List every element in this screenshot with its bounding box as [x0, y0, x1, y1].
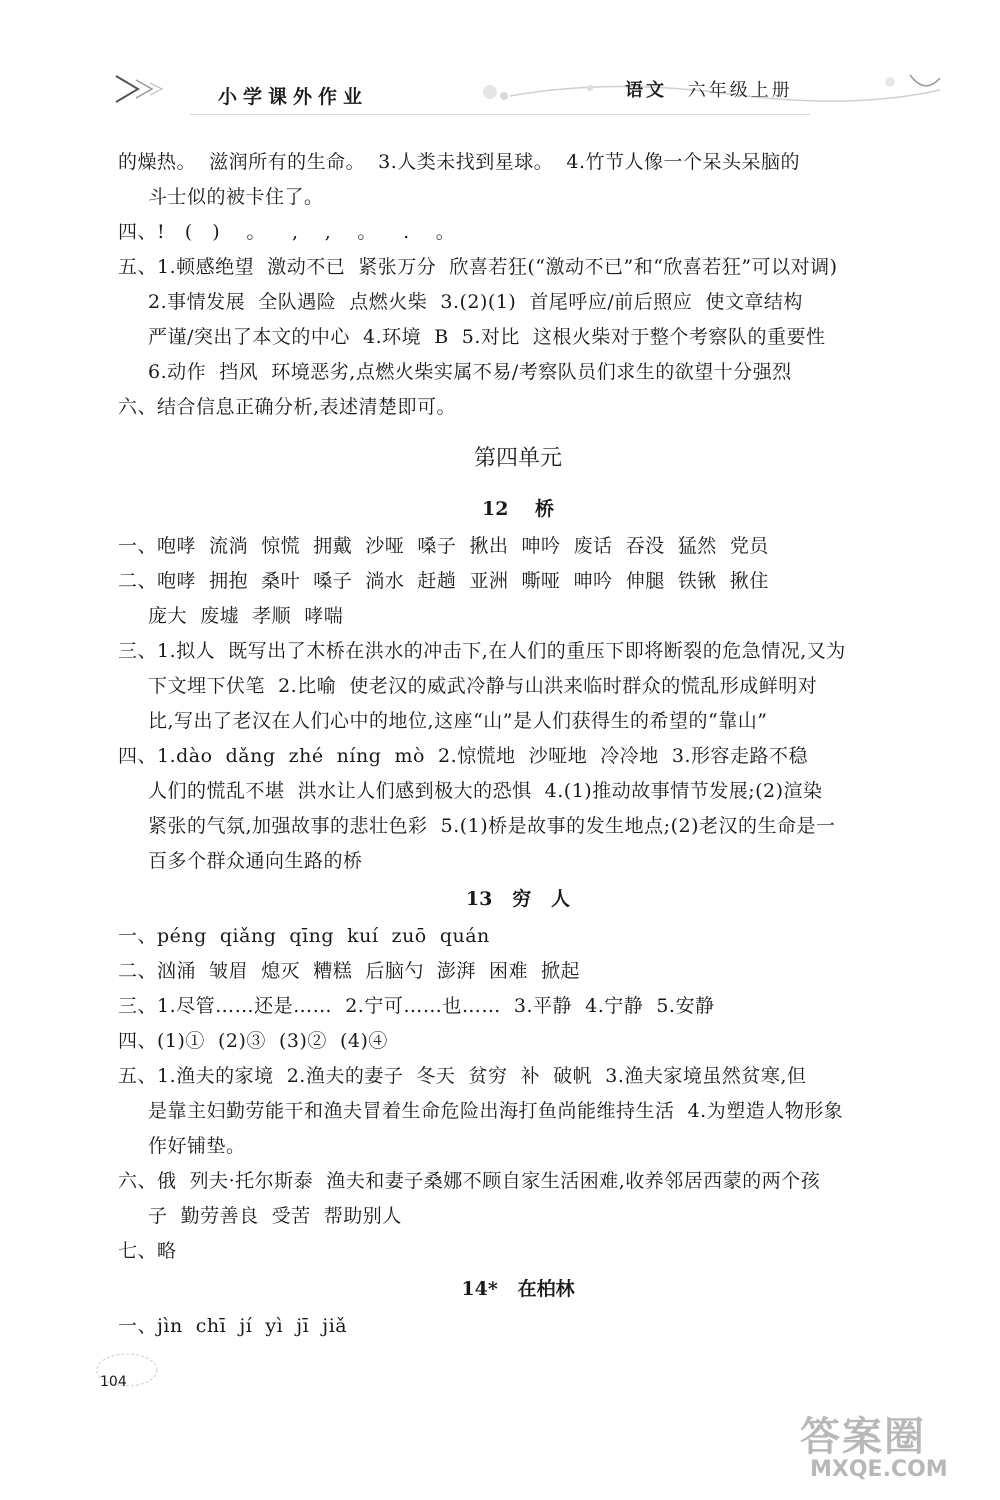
answer-line: 五、1.顿感绝望 激动不已 紧张万分 欣喜若狂(“激动不已”和“欣喜若狂”可以对调) [118, 256, 838, 278]
answer-line: 紧张的气氛,加强故事的悲壮色彩 5.(1)桥是故事的发生地点;(2)老汉的生命是一 [148, 815, 836, 837]
watermark [800, 1405, 980, 1495]
answer-line: 六、俄 列夫·托尔斯泰 渔夫和妻子桑娜不顾自家生活困难,收养邻居西蒙的两个孩 [118, 1170, 821, 1192]
grade-label: 六年级上册 [687, 80, 793, 101]
answer-line: 四、! ( ) 。 , , 。 . 。 [118, 221, 456, 243]
page-header [0, 60, 1000, 130]
answer-line: 的燥热。 滋润所有的生命。 3.人类未找到星球。 4.竹节人像一个呆头呆脑的 [118, 151, 800, 173]
answer-line: 一、péng qiǎng qīng kuí zuō quán [118, 925, 490, 947]
answer-line: 斗士似的被卡住了。 [148, 186, 324, 208]
answer-line: 子 勤劳善良 受苦 帮助别人 [148, 1205, 402, 1227]
answer-line: 七、略 [118, 1240, 177, 1262]
watermark-logo-text: 答案圈 [800, 1414, 926, 1460]
page-number-badge-icon [92, 1348, 162, 1398]
watermark-url: MXQE.COM [810, 1457, 948, 1482]
chevron-right-icon [112, 74, 172, 104]
answer-line: 是靠主妇勤劳能干和渔夫冒着生命危险出海打鱼尚能维持生活 4.为塑造人物形象 [148, 1100, 844, 1122]
answer-line: 一、jìn chī jí yì jī jiǎ [118, 1315, 348, 1337]
answer-line: 一、咆哮 流淌 惊慌 拥戴 沙哑 嗓子 揪出 呻吟 废话 吞没 猛然 党员 [118, 535, 769, 557]
answer-line: 三、1.尽管……还是…… 2.宁可……也…… 3.平静 4.宁静 5.安静 [118, 995, 715, 1017]
lesson-title: 13 穷 人 [465, 888, 571, 910]
answer-line: 四、1.dào dǎng zhé níng mò 2.惊慌地 沙哑地 冷冷地 3.形容走路不稳 [118, 745, 808, 767]
header-divider [190, 114, 810, 115]
lesson-title: 12 桥 [482, 498, 554, 520]
answer-line: 二、咆哮 拥抱 桑叶 嗓子 淌水 赶趟 亚洲 嘶哑 呻吟 伸腿 铁锹 揪住 [118, 570, 769, 592]
answer-line: 百多个群众通向生路的桥 [148, 850, 363, 872]
answer-line: 五、1.渔夫的家境 2.渔夫的妻子 冬天 贫穷 补 破帆 3.渔夫家境虽然贫寒,但 [118, 1065, 807, 1087]
unit-title: 第四单元 [473, 446, 562, 471]
answer-line: 二、汹涌 皱眉 熄灭 糟糕 后脑勺 澎湃 困难 掀起 [118, 960, 581, 982]
answer-line: 6.动作 挡风 环境恶劣,点燃火柴实属不易/考察队员们求生的欲望十分强烈 [148, 361, 792, 383]
answer-line: 下文埋下伏笔 2.比喻 使老汉的威武冷静与山洪来临时群众的慌乱形成鲜明对 [148, 675, 818, 697]
answer-line: 庞大 废墟 孝顺 哮喘 [148, 605, 344, 627]
subject-label: 语文 [625, 80, 667, 101]
answer-line: 严谨/突出了本文的中心 4.环境 B 5.对比 这根火柴对于整个考察队的重要性 [148, 326, 826, 348]
answer-line: 2.事情发展 全队遇险 点燃火柴 3.(2)(1) 首尾呼应/前后照应 使文章结构 [148, 291, 803, 313]
answer-content [118, 145, 918, 1344]
subject-grade [625, 76, 793, 102]
lesson-title: 14* 在柏林 [461, 1278, 575, 1300]
book-title: 小学课外作业 [218, 86, 369, 108]
answer-line: 人们的慌乱不堪 洪水让人们感到极大的恐惧 4.(1)推动故事情节发展;(2)渲染 [148, 780, 823, 802]
answer-line: 三、1.拟人 既写出了木桥在洪水的冲击下,在人们的重压下即将断裂的危急情况,又为 [118, 640, 846, 662]
page-number: 104 [100, 1374, 127, 1390]
answer-line: 作好铺垫。 [148, 1135, 246, 1157]
answer-line: 比,写出了老汉在人们心中的地位,这座“山”是人们获得生的希望的“靠山” [148, 710, 768, 732]
answer-line: 四、(1)① (2)③ (3)② (4)④ [118, 1030, 388, 1052]
answer-line: 六、结合信息正确分析,表述清楚即可。 [118, 396, 457, 418]
